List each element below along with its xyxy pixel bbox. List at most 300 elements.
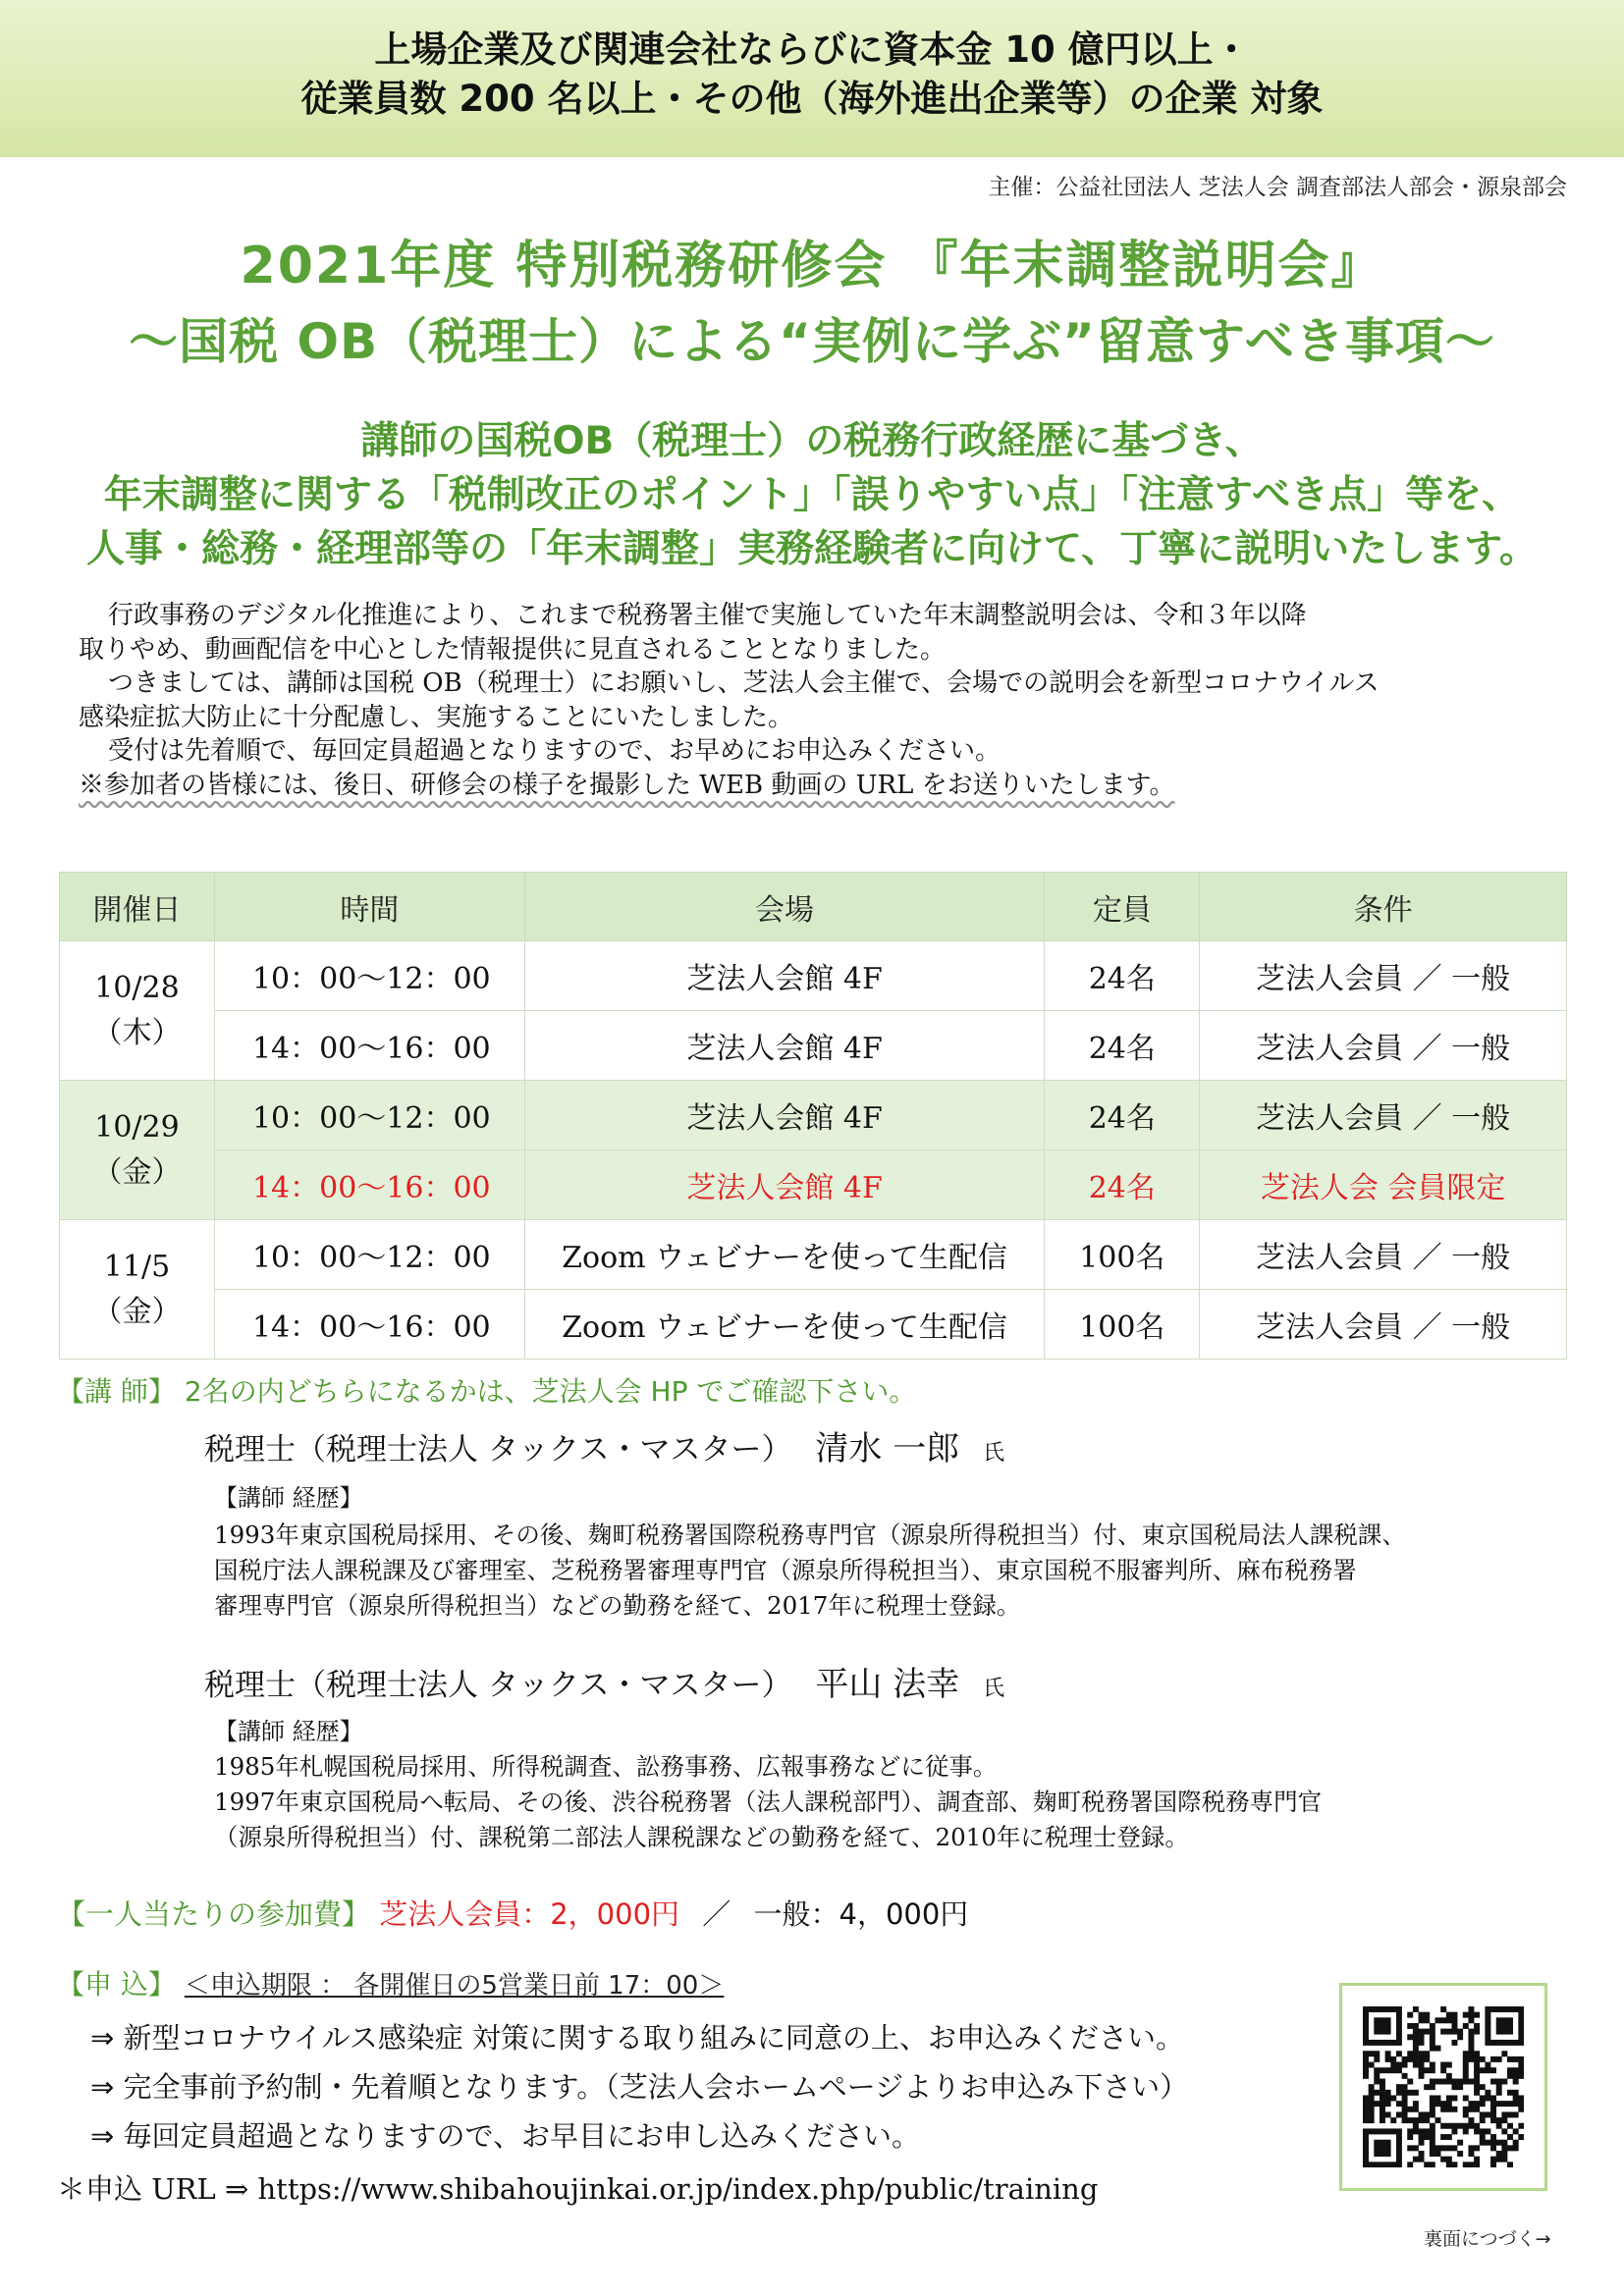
qr-module [1468, 2079, 1474, 2085]
qr-module [1413, 2107, 1419, 2112]
table-row [60, 1081, 1567, 1150]
qr-module [1369, 2062, 1375, 2068]
qr-module [1496, 2090, 1502, 2096]
qr-module [1485, 2017, 1490, 2023]
career-line: 1997年東京国税局へ転局、その後、渋谷税務署（法人課税部門）、調査部、麹町税務署国際税務専門官 [214, 1788, 1323, 1816]
qr-module [1385, 2111, 1391, 2117]
organizer: 主催：公益社団法人 芝法人会 調査部法人部会・源泉部会 [988, 175, 1567, 200]
qr-module [1407, 2023, 1413, 2029]
qr-module [1463, 2056, 1469, 2062]
qr-module [1496, 2084, 1502, 2090]
qr-module [1463, 2051, 1469, 2056]
qr-module [1369, 2107, 1375, 2112]
qr-module [1451, 2029, 1457, 2035]
qr-module [1363, 2040, 1369, 2046]
qr-module [1385, 2162, 1391, 2167]
lecturer-section-heading [57, 1370, 916, 1410]
qr-module [1419, 2140, 1425, 2146]
qr-module [1385, 2067, 1391, 2073]
qr-module [1518, 2040, 1524, 2046]
qr-module [1396, 2128, 1402, 2134]
session-condition: 芝法人会員 ／ 一般 [1200, 1220, 1567, 1290]
qr-module [1457, 2084, 1463, 2090]
apply-deadline: ＜申込期限 ： 各開催日の5営業日前 17：00＞ [184, 1971, 725, 2001]
qr-module [1507, 2056, 1513, 2062]
qr-module [1507, 2101, 1513, 2107]
qr-module [1402, 2090, 1408, 2096]
qr-module [1424, 2117, 1430, 2123]
qr-module [1402, 2095, 1408, 2101]
qr-module [1396, 2162, 1402, 2167]
fee-label: 【一人当たりの参加費】 [57, 1897, 371, 1931]
apply-section-heading [57, 1963, 724, 2002]
session-weekday: （金） [92, 1154, 182, 1190]
qr-module [1419, 2012, 1425, 2018]
qr-module [1490, 2101, 1496, 2107]
qr-module [1419, 2157, 1425, 2163]
qr-module [1374, 2006, 1380, 2012]
qr-module [1451, 2095, 1457, 2101]
career-line: 1985年札幌国税局採用、所得税調査、訟務事務、広報事務などに従事。 [214, 1752, 998, 1781]
qr-module [1468, 2145, 1474, 2151]
qr-module [1474, 2012, 1480, 2018]
session-condition: 芝法人会 会員限定 [1200, 1150, 1567, 1220]
qr-module [1390, 2062, 1396, 2068]
qr-module [1390, 2128, 1396, 2134]
qr-module [1396, 2111, 1402, 2117]
session-time: 10：00～12：00 [214, 941, 524, 1011]
apply-bullet: ⇒ 新型コロナウイルス感染症 対策に関する取り組みに同意の上、お申込みください。 [90, 2021, 1184, 2055]
qr-module [1374, 2162, 1380, 2167]
qr-module [1507, 2040, 1513, 2046]
qr-module [1396, 2084, 1402, 2090]
qr-module [1474, 2128, 1480, 2134]
qr-module [1435, 2117, 1441, 2123]
qr-module [1501, 2145, 1507, 2151]
qr-module [1496, 2123, 1502, 2129]
qr-module [1496, 2117, 1502, 2123]
qr-module [1474, 2056, 1480, 2062]
qr-module [1518, 2029, 1524, 2035]
session-weekday: （木） [92, 1015, 182, 1050]
qr-module [1380, 2040, 1385, 2046]
qr-module [1363, 2062, 1369, 2068]
qr-module [1474, 2157, 1480, 2163]
intro-paragraph: 感染症拡大防止に十分配慮し、実施することにいたしました。 [79, 702, 794, 732]
qr-module [1485, 2023, 1490, 2029]
table-row [60, 1220, 1567, 1290]
qr-module [1496, 2056, 1502, 2062]
qr-module [1513, 2128, 1519, 2134]
qr-module [1490, 2111, 1496, 2117]
qr-module [1407, 2162, 1413, 2167]
qr-module [1446, 2029, 1452, 2035]
qr-module [1363, 2056, 1369, 2062]
session-time: 10：00～12：00 [214, 1081, 524, 1150]
qr-module [1380, 2017, 1385, 2023]
career-line: （源泉所得税担当）付、課税第二部法人課税課などの勤務を経て、2010年に税理士登録。 [214, 1823, 1189, 1851]
qr-module [1485, 2040, 1490, 2046]
qr-module [1474, 2101, 1480, 2107]
qr-module [1446, 2012, 1452, 2018]
qr-module [1430, 2079, 1435, 2085]
qr-module [1396, 2134, 1402, 2140]
qr-module [1451, 2128, 1457, 2134]
qr-module [1474, 2145, 1480, 2151]
qr-module [1440, 2123, 1446, 2129]
qr-module [1490, 2006, 1496, 2012]
qr-module [1513, 2140, 1519, 2146]
qr-module [1390, 2056, 1396, 2062]
qr-module [1474, 2023, 1480, 2029]
qr-module [1485, 2140, 1490, 2146]
qr-module [1363, 2006, 1369, 2012]
qr-module [1407, 2117, 1413, 2123]
qr-module [1496, 2151, 1502, 2157]
session-venue: 芝法人会館 4F [524, 941, 1045, 1011]
qr-module [1446, 2095, 1452, 2101]
qr-module [1430, 2162, 1435, 2167]
lead-line-1: 講師の国税OB（税理士）の税務行政経歴に基づき、 [360, 419, 1264, 463]
qr-module [1463, 2123, 1469, 2129]
qr-module [1363, 2145, 1369, 2151]
qr-module [1451, 2079, 1457, 2085]
banner-line-2: 従業員数 200 名以上・その他（海外進出企業等）の企業 対象 [300, 78, 1324, 120]
qr-module [1430, 2067, 1435, 2073]
qr-module [1451, 2162, 1457, 2167]
qr-module [1380, 2107, 1385, 2112]
qr-module [1451, 2040, 1457, 2046]
qr-module [1513, 2111, 1519, 2117]
intro-paragraph: 行政事務のデジタル化推進により、これまで税務署主催で実施していた年末調整説明会は、令和３年以降 [108, 601, 1307, 630]
qr-module [1380, 2023, 1385, 2029]
qr-module [1430, 2123, 1435, 2129]
session-time: 14：00～16：00 [214, 1290, 524, 1360]
session-date-cell [60, 1081, 215, 1220]
fee-general: 一般：4，000円 [753, 1897, 969, 1931]
qr-module [1513, 2006, 1519, 2012]
qr-module [1390, 2095, 1396, 2101]
qr-module [1468, 2056, 1474, 2062]
qr-module [1474, 2162, 1480, 2167]
qr-module [1363, 2095, 1369, 2101]
qr-module [1380, 2095, 1385, 2101]
qr-module [1390, 2162, 1396, 2167]
qr-module [1468, 2006, 1474, 2012]
qr-module [1501, 2079, 1507, 2085]
qr-module [1501, 2157, 1507, 2163]
qr-module [1396, 2034, 1402, 2040]
qr-module [1374, 2073, 1380, 2079]
qr-module [1474, 2051, 1480, 2056]
qr-module [1396, 2090, 1402, 2096]
qr-module [1496, 2101, 1502, 2107]
qr-module [1407, 2034, 1413, 2040]
qr-module [1435, 2151, 1441, 2157]
session-capacity: 100名 [1045, 1220, 1200, 1290]
qr-module [1390, 2117, 1396, 2123]
qr-module [1496, 2017, 1502, 2023]
qr-module [1490, 2056, 1496, 2062]
qr-module [1490, 2157, 1496, 2163]
qr-module [1507, 2017, 1513, 2023]
intro-paragraph: 受付は先着順で、毎回定員超過となりますので、お早めにお申込みください。 [108, 736, 1001, 766]
qr-module [1424, 2128, 1430, 2134]
qr-module [1490, 2079, 1496, 2085]
qr-module [1513, 2090, 1519, 2096]
qr-module [1385, 2056, 1391, 2062]
page-title: 2021年度 特別税務研修会 『年末調整説明会』 [240, 237, 1384, 295]
qr-module [1374, 2090, 1380, 2096]
table-row [60, 1290, 1567, 1360]
qr-module [1407, 2128, 1413, 2134]
qr-module [1413, 2034, 1419, 2040]
qr-module [1501, 2128, 1507, 2134]
lecturer-label: 【講 師】 [57, 1375, 176, 1408]
qr-module [1446, 2145, 1452, 2151]
session-weekday: （金） [92, 1294, 182, 1329]
lecturer-note: 2名の内どちらになるかは、芝法人会 HP でご確認下さい。 [184, 1375, 917, 1408]
qr-module [1413, 2056, 1419, 2062]
qr-module [1496, 2023, 1502, 2029]
qr-module [1446, 2101, 1452, 2107]
session-date-cell [60, 941, 215, 1081]
qr-module [1496, 2029, 1502, 2035]
target-banner [0, 0, 1624, 157]
qr-module [1363, 2140, 1369, 2146]
qr-module [1440, 2029, 1446, 2035]
session-date: 10/29 [94, 1109, 180, 1145]
qr-module [1413, 2090, 1419, 2096]
qr-module [1474, 2090, 1480, 2096]
qr-module [1369, 2162, 1375, 2167]
qr-module [1480, 2140, 1486, 2146]
qr-module [1402, 2056, 1408, 2062]
session-date-cell [60, 1220, 215, 1360]
qr-module [1480, 2084, 1486, 2090]
qr-module [1374, 2151, 1380, 2157]
session-condition: 芝法人会員 ／ 一般 [1200, 1081, 1567, 1150]
qr-module [1513, 2056, 1519, 2062]
qr-module [1363, 2157, 1369, 2163]
intro-text [79, 599, 1551, 802]
qr-module [1369, 2084, 1375, 2090]
qr-module [1419, 2128, 1425, 2134]
qr-module [1496, 2079, 1502, 2085]
intro-paragraph: 取りやめ、動画配信を中心とした情報提供に見直されることとなりました。 [79, 634, 946, 665]
qr-module [1407, 2107, 1413, 2112]
qr-module [1463, 2111, 1469, 2117]
qr-module [1396, 2140, 1402, 2146]
qr-module [1363, 2051, 1369, 2056]
qr-module [1440, 2107, 1446, 2112]
header-condition: 条件 [1200, 873, 1567, 941]
qr-module [1380, 2079, 1385, 2085]
qr-module [1457, 2123, 1463, 2129]
qr-module [1374, 2023, 1380, 2029]
qr-module [1419, 2134, 1425, 2140]
qr-module [1396, 2145, 1402, 2151]
qr-module [1385, 2101, 1391, 2107]
qr-module [1380, 2151, 1385, 2157]
qr-module [1468, 2046, 1474, 2052]
qr-module [1507, 2111, 1513, 2117]
qr-module [1518, 2034, 1524, 2040]
qr-module [1440, 2157, 1446, 2163]
qr-module [1430, 2140, 1435, 2146]
qr-module [1468, 2162, 1474, 2167]
qr-module [1468, 2107, 1474, 2112]
qr-module [1468, 2051, 1474, 2056]
qr-module [1363, 2073, 1369, 2079]
qr-module [1369, 2006, 1375, 2012]
apply-url[interactable]: ＊申込 URL ⇒ https://www.shibahoujinkai.or.jp/index.php/public/training [57, 2172, 1099, 2206]
qr-module [1457, 2151, 1463, 2157]
qr-module [1413, 2101, 1419, 2107]
qr-module [1430, 2151, 1435, 2157]
qr-module [1480, 2101, 1486, 2107]
qr-module [1402, 2101, 1408, 2107]
qr-module [1440, 2006, 1446, 2012]
qr-module [1374, 2051, 1380, 2056]
qr-module [1518, 2107, 1524, 2112]
qr-module [1419, 2073, 1425, 2079]
qr-module [1485, 2029, 1490, 2035]
qr-module [1385, 2006, 1391, 2012]
qr-module [1419, 2056, 1425, 2062]
qr-module [1369, 2095, 1375, 2101]
qr-module [1485, 2111, 1490, 2117]
qr-module [1451, 2084, 1457, 2090]
lecturer-honorific: 氏 [983, 1677, 1005, 1701]
qr-module [1380, 2140, 1385, 2146]
qr-module [1440, 2145, 1446, 2151]
qr-module [1385, 2023, 1391, 2029]
qr-module [1474, 2079, 1480, 2085]
fee-section [57, 1893, 968, 1933]
qr-module [1407, 2012, 1413, 2018]
qr-module [1457, 2034, 1463, 2040]
qr-module [1507, 2162, 1513, 2167]
qr-module [1501, 2029, 1507, 2035]
qr-module [1419, 2029, 1425, 2035]
qr-module [1396, 2151, 1402, 2157]
qr-module [1501, 2040, 1507, 2046]
session-venue: 芝法人会館 4F [524, 1011, 1045, 1081]
session-venue: 芝法人会館 4F [524, 1081, 1045, 1150]
qr-module [1363, 2029, 1369, 2035]
qr-module [1507, 2067, 1513, 2073]
qr-module [1451, 2012, 1457, 2018]
qr-module [1424, 2111, 1430, 2117]
qr-module [1396, 2157, 1402, 2163]
session-condition: 芝法人会員 ／ 一般 [1200, 1011, 1567, 1081]
qr-code[interactable] [1339, 1983, 1547, 2191]
qr-module [1430, 2034, 1435, 2040]
qr-module [1419, 2051, 1425, 2056]
qr-module [1468, 2017, 1474, 2023]
session-capacity: 24名 [1045, 1011, 1200, 1081]
qr-module [1374, 2128, 1380, 2134]
qr-module [1385, 2040, 1391, 2046]
intro-paragraph: つきましては、講師は国税 OB（税理士）にお願いし、芝法人会主催で、会場での説明会を新型コロナウイルス [108, 668, 1380, 698]
qr-module [1485, 2095, 1490, 2101]
qr-module [1501, 2101, 1507, 2107]
qr-module [1369, 2117, 1375, 2123]
qr-module [1363, 2023, 1369, 2029]
qr-module [1424, 2051, 1430, 2056]
qr-module [1507, 2145, 1513, 2151]
apply-bullet: ⇒ 毎回定員超過となりますので、お早目にお申し込みください。 [90, 2119, 920, 2153]
qr-module [1363, 2107, 1369, 2112]
qr-module [1396, 2101, 1402, 2107]
career-line: 1993年東京国税局採用、その後、麹町税務署国際税務専門官（源泉所得税担当）付、東京国税局法人課税課、 [214, 1521, 1406, 1549]
qr-module [1490, 2117, 1496, 2123]
qr-module [1430, 2134, 1435, 2140]
qr-module [1396, 2029, 1402, 2035]
qr-module [1380, 2101, 1385, 2107]
session-capacity: 100名 [1045, 1290, 1200, 1360]
qr-module [1457, 2140, 1463, 2146]
qr-module [1518, 2062, 1524, 2068]
qr-module [1501, 2017, 1507, 2023]
qr-module [1485, 2006, 1490, 2012]
qr-module [1363, 2101, 1369, 2107]
qr-module [1380, 2145, 1385, 2151]
qr-module [1374, 2101, 1380, 2107]
qr-module [1402, 2062, 1408, 2068]
qr-module [1413, 2117, 1419, 2123]
qr-module [1440, 2062, 1446, 2068]
qr-module [1424, 2029, 1430, 2035]
qr-module [1430, 2029, 1435, 2035]
session-time: 10：00～12：00 [214, 1220, 524, 1290]
qr-module [1480, 2111, 1486, 2117]
schedule-header-row [60, 873, 1567, 941]
qr-module [1419, 2034, 1425, 2040]
qr-module [1440, 2101, 1446, 2107]
qr-module [1518, 2017, 1524, 2023]
qr-module [1402, 2084, 1408, 2090]
qr-module [1490, 2067, 1496, 2073]
qr-module [1407, 2134, 1413, 2140]
intro-note [79, 769, 1551, 803]
qr-module [1369, 2040, 1375, 2046]
qr-module [1413, 2062, 1419, 2068]
session-venue: Zoom ウェビナーを使って生配信 [524, 1290, 1045, 1360]
lecturer-2-career [214, 1749, 1322, 1855]
qr-module [1385, 2140, 1391, 2146]
qr-module [1513, 2067, 1519, 2073]
qr-module [1435, 2079, 1441, 2085]
qr-module [1513, 2145, 1519, 2151]
qr-module [1485, 2090, 1490, 2096]
qr-module [1468, 2029, 1474, 2035]
qr-module [1363, 2067, 1369, 2073]
qr-module [1407, 2051, 1413, 2056]
qr-module [1424, 2067, 1430, 2073]
qr-module [1385, 2128, 1391, 2134]
qr-module [1385, 2151, 1391, 2157]
qr-module [1419, 2062, 1425, 2068]
qr-module [1518, 2101, 1524, 2107]
session-condition: 芝法人会員 ／ 一般 [1200, 941, 1567, 1011]
qr-module [1430, 2111, 1435, 2117]
header-capacity: 定員 [1045, 873, 1200, 941]
qr-module [1390, 2040, 1396, 2046]
page-subtitle: ～国税 OB（税理士）による“実例に学ぶ”留意すべき事項～ [129, 313, 1495, 370]
qr-module [1396, 2012, 1402, 2018]
